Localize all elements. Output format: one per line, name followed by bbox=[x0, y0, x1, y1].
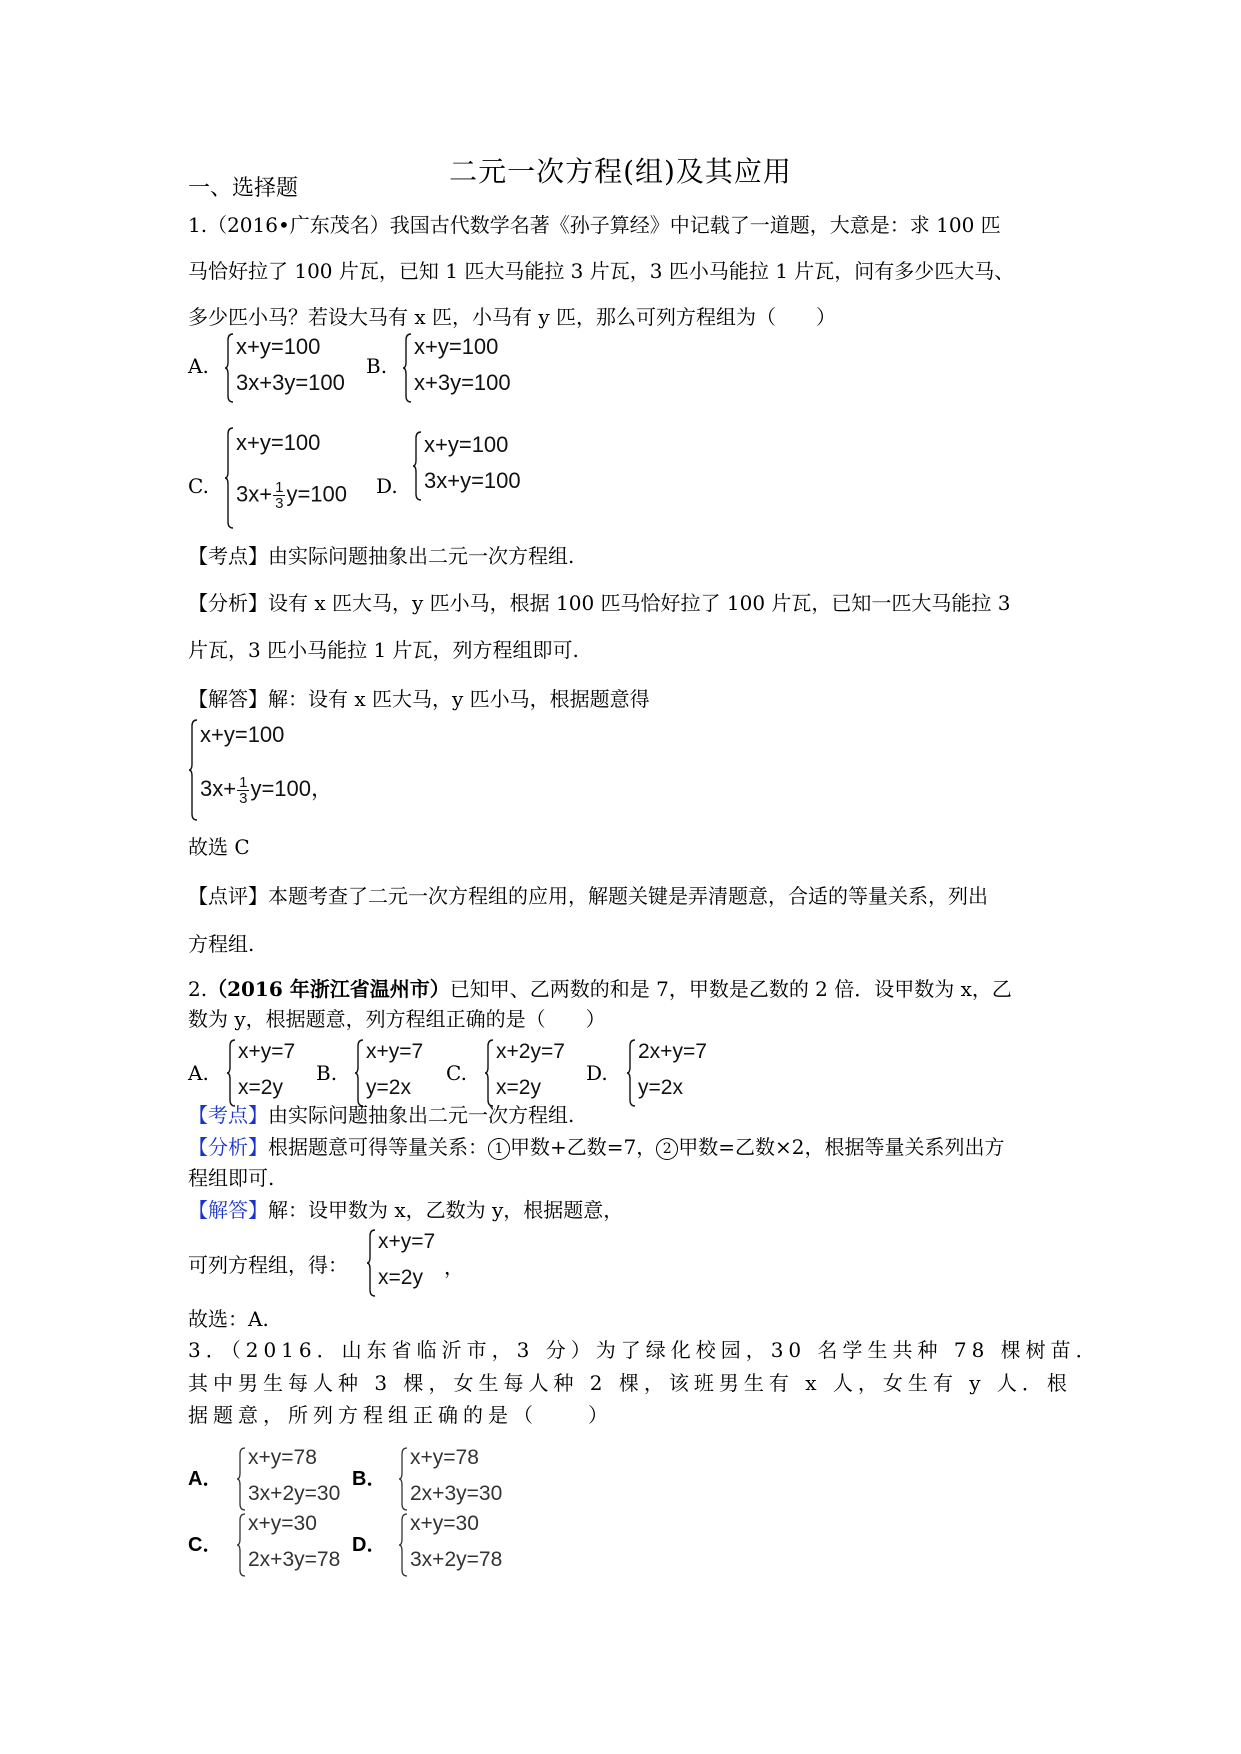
equation: 3x+y=100 bbox=[424, 468, 521, 493]
fraction bbox=[237, 775, 249, 806]
text: 解：设甲数为 x，乙数为 y，根据题意， bbox=[268, 1198, 624, 1222]
equation: x=2y bbox=[238, 1076, 283, 1099]
circled-number: 2 bbox=[656, 1138, 678, 1160]
equation: x+y=100 bbox=[236, 430, 321, 455]
equation-part: 3x+ bbox=[236, 481, 273, 507]
section-heading: 一、选择题 bbox=[188, 176, 299, 201]
question-number: 2. bbox=[188, 977, 208, 1001]
equation: x+y=78 bbox=[248, 1446, 317, 1469]
tag: 【考点】 bbox=[188, 544, 268, 568]
fraction-numerator: 1 bbox=[275, 479, 284, 496]
equation: 2x+3y=78 bbox=[248, 1548, 341, 1571]
equation: x+y=7 bbox=[238, 1040, 296, 1063]
text: 甲数+乙数=7， bbox=[510, 1135, 657, 1159]
q1-kaodian bbox=[188, 543, 574, 569]
brace-icon bbox=[226, 1038, 236, 1108]
q1-fenxi-line2: 片瓦，3 匹小马能拉 1 片瓦，列方程组即可. bbox=[188, 638, 579, 662]
equation: x+y=100 bbox=[414, 334, 499, 359]
equation: 2x+3y=30 bbox=[410, 1482, 503, 1505]
equation: 3x+2y=78 bbox=[410, 1548, 503, 1571]
q3-option-d-label: D． bbox=[352, 1534, 387, 1556]
q1-option-d-label: D. bbox=[376, 474, 398, 498]
q2-stem-line2: 数为 y，根据题意，列方程组正确的是（ ） bbox=[188, 1007, 606, 1031]
q3-stem-line: 3．（2016．山东省临沂市，3 分）为了绿化校园，30 名学生共种 78 棵树苗． bbox=[188, 1338, 1101, 1362]
equation: x+y=78 bbox=[410, 1446, 479, 1469]
text: 本题考查了二元一次方程组的应用，解题关键是弄清题意，合适的等量关系，列出 bbox=[268, 884, 988, 908]
brace-icon bbox=[224, 426, 234, 530]
q3-option-d-equations bbox=[398, 1512, 518, 1578]
q2-kaodian bbox=[188, 1102, 574, 1128]
brace-icon bbox=[236, 1512, 246, 1578]
q1-option-b-label: B. bbox=[366, 354, 388, 378]
equation-part: y=100 bbox=[286, 481, 347, 507]
equation-part: 3x+ bbox=[200, 776, 237, 801]
equation: x+y=7 bbox=[378, 1230, 436, 1253]
q2-jieda bbox=[188, 1197, 623, 1223]
fraction-denominator: 3 bbox=[239, 789, 248, 807]
fraction bbox=[273, 480, 285, 511]
q3-option-a-equations bbox=[236, 1446, 356, 1512]
q3-option-c-equations bbox=[236, 1512, 356, 1578]
brace-icon bbox=[188, 718, 198, 822]
tag: 【解答】 bbox=[188, 687, 268, 711]
q2-answer: 故选：A. bbox=[188, 1307, 269, 1331]
brace-icon bbox=[402, 332, 412, 404]
equation: 3x+3y=100 bbox=[236, 370, 345, 395]
q2-option-c-equations bbox=[484, 1038, 584, 1108]
q2-option-b-equations bbox=[354, 1038, 444, 1108]
tag: 【分析】 bbox=[188, 591, 268, 615]
tag: 【分析】 bbox=[188, 1135, 268, 1159]
tag: 【解答】 bbox=[188, 1198, 268, 1222]
text: 由实际问题抽象出二元一次方程组. bbox=[268, 544, 575, 568]
fraction-denominator: 3 bbox=[275, 495, 284, 512]
q3-option-c-label: C． bbox=[188, 1534, 223, 1556]
q1-option-d-equations bbox=[412, 430, 542, 502]
equation: x+y=100 bbox=[236, 334, 321, 359]
brace-icon bbox=[398, 1446, 408, 1512]
page-title: 二元一次方程(组)及其应用 bbox=[449, 155, 792, 188]
brace-icon bbox=[412, 430, 422, 502]
punctuation: ， bbox=[444, 1255, 464, 1279]
text: 设有 x 匹大马，y 匹小马，根据 100 匹马恰好拉了 100 片瓦，已知一匹大马能拉 3 bbox=[268, 591, 1011, 615]
brace-icon bbox=[224, 332, 234, 404]
text: 已知甲、乙两数的和是 7，甲数是乙数的 2 倍．设甲数为 x，乙 bbox=[449, 977, 1012, 1001]
equation-part: y=100 bbox=[250, 776, 311, 801]
circled-number: 1 bbox=[488, 1138, 510, 1160]
brace-icon bbox=[398, 1512, 408, 1578]
equation: x=2y bbox=[378, 1266, 423, 1289]
q1-stem-line: 多少匹小马？若设大马有 x 匹，小马有 y 匹，那么可列方程组为（ ） bbox=[188, 305, 837, 329]
equation: x+y=100 bbox=[424, 432, 509, 457]
q2-solution-lead: 可列方程组，得： bbox=[188, 1253, 348, 1277]
equation: x+3y=100 bbox=[414, 370, 511, 395]
equation: x+y=30 bbox=[248, 1512, 317, 1535]
q1-option-c-equations bbox=[224, 426, 374, 530]
equation: 2x+y=7 bbox=[638, 1040, 707, 1063]
q1-option-a-equations bbox=[224, 332, 354, 404]
text: 解：设有 x 匹大马，y 匹小马，根据题意得 bbox=[268, 687, 650, 711]
q3-option-b-equations bbox=[398, 1446, 518, 1512]
fraction-numerator: 1 bbox=[239, 773, 248, 791]
q1-jieda bbox=[188, 686, 650, 712]
brace-icon bbox=[484, 1038, 494, 1108]
text: 甲数=乙数×2，根据等量关系列出方 bbox=[678, 1135, 1005, 1159]
text: 根据题意可得等量关系： bbox=[268, 1135, 488, 1159]
q2-stem bbox=[188, 976, 1012, 1002]
equation: x+y=7 bbox=[366, 1040, 424, 1063]
text: 由实际问题抽象出二元一次方程组. bbox=[268, 1103, 575, 1127]
equation: x+y=30 bbox=[410, 1512, 479, 1535]
equation: y=2x bbox=[638, 1076, 683, 1099]
q3-stem-line: 其中男生每人种 3 棵，女生每人种 2 棵，该班男生有 x 人，女生有 y 人．根 bbox=[188, 1371, 1072, 1395]
equation: 3x+2y=30 bbox=[248, 1482, 341, 1505]
q1-option-c-label: C. bbox=[188, 474, 209, 498]
q2-fenxi bbox=[188, 1134, 1005, 1160]
q2-fenxi-line2: 程组即可. bbox=[188, 1166, 275, 1190]
q2-option-a-equations bbox=[226, 1038, 316, 1108]
q1-dianping-line2: 方程组. bbox=[188, 932, 255, 956]
brace-icon bbox=[236, 1446, 246, 1512]
q3-option-b-label: B． bbox=[352, 1468, 387, 1490]
equation: x+y=100 bbox=[200, 722, 285, 747]
q2-option-a-label: A. bbox=[188, 1061, 209, 1085]
equation bbox=[200, 772, 333, 806]
brace-icon bbox=[626, 1038, 636, 1108]
equation: x=2y bbox=[496, 1076, 541, 1099]
q1-option-b-equations bbox=[402, 332, 532, 404]
tag: 【考点】 bbox=[188, 1103, 268, 1127]
question-source: （2016 年浙江省温州市） bbox=[207, 977, 450, 1001]
q1-stem-line: 1.（2016•广东茂名）我国古代数学名著《孙子算经》中记载了一道题，大意是：求 100 匹 bbox=[188, 213, 1001, 237]
tag: 【点评】 bbox=[188, 884, 268, 908]
q2-solution-equations bbox=[366, 1228, 446, 1298]
brace-icon bbox=[366, 1228, 376, 1298]
q2-option-c-label: C. bbox=[446, 1061, 467, 1085]
q3-option-a-label: A． bbox=[188, 1468, 223, 1490]
q1-option-a-label: A. bbox=[188, 354, 209, 378]
equation bbox=[236, 480, 347, 511]
q1-stem-line: 马恰好拉了 100 片瓦，已知 1 匹大马能拉 3 片瓦，3 匹小马能拉 1 片瓦，问有多少匹大马、 bbox=[188, 259, 1015, 283]
punctuation: ， bbox=[311, 777, 334, 802]
q2-option-d-equations bbox=[626, 1038, 726, 1108]
q1-solution-equations bbox=[188, 718, 348, 822]
brace-icon bbox=[354, 1038, 364, 1108]
q1-fenxi bbox=[188, 590, 1011, 616]
q2-option-d-label: D. bbox=[586, 1061, 608, 1085]
q3-stem-line: 据题意，所列方程组正确的是（ ） bbox=[188, 1403, 613, 1427]
equation: x+2y=7 bbox=[496, 1040, 565, 1063]
q1-answer: 故选 C bbox=[188, 835, 250, 859]
q2-option-b-label: B. bbox=[316, 1061, 338, 1085]
q1-dianping bbox=[188, 883, 988, 909]
equation: y=2x bbox=[366, 1076, 411, 1099]
